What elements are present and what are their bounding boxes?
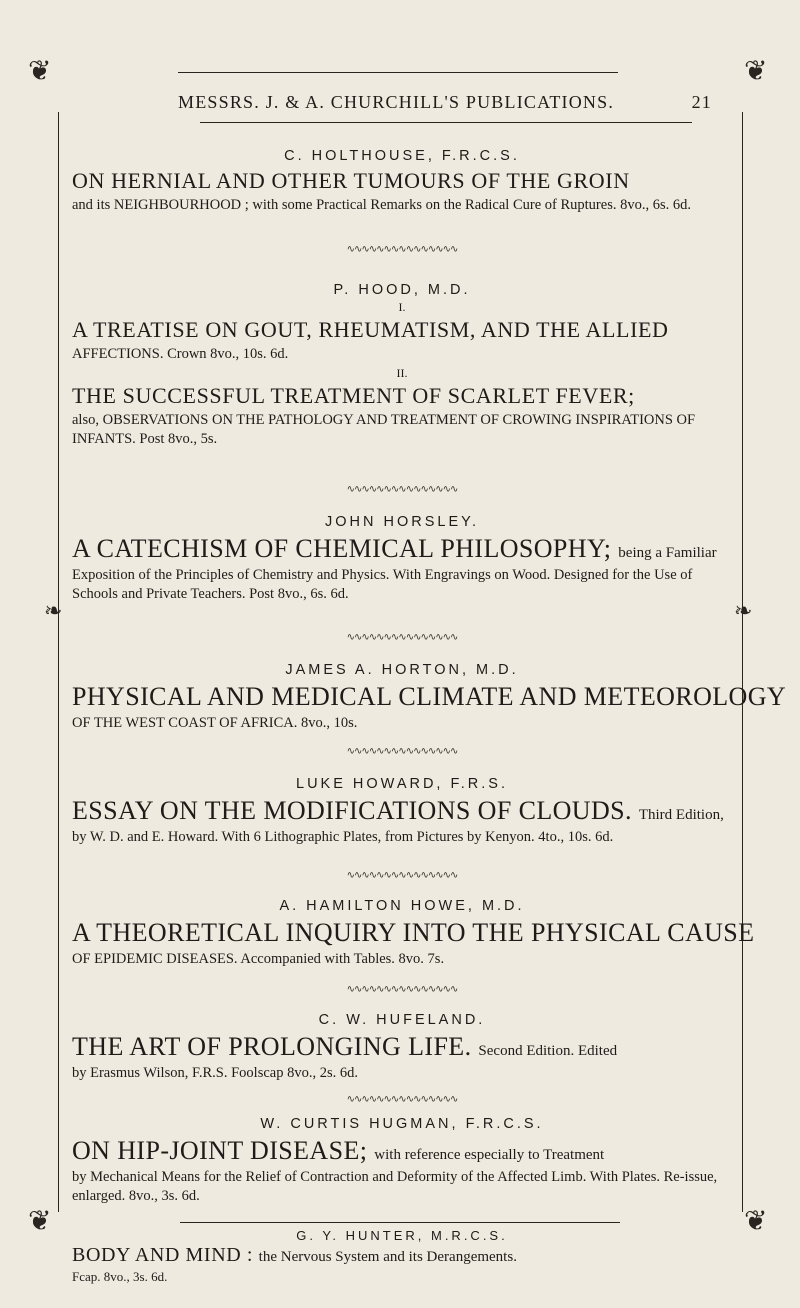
page-number: 21 <box>691 92 712 112</box>
entry-title-tail: the Nervous System and its Derangements. <box>258 1249 517 1265</box>
entry-description: OF EPIDEMIC DISEASES. Accompanied with Tables. 8vo. 7s. <box>72 951 445 967</box>
section-divider: ∿∿∿∿∿∿∿∿∿∿∿∿∿∿∿ <box>346 244 458 255</box>
entry-title <box>72 534 732 564</box>
corner-ornament-icon: ❦ <box>744 1206 768 1237</box>
side-ornament-icon: ❧ <box>44 598 63 623</box>
entry-author: A. HAMILTON HOWE, M.D. <box>279 898 525 914</box>
entry-title <box>72 796 732 826</box>
entry-description: and its NEIGHBOURHOOD ; with some Practical Remarks on the Radical Cure of Ruptures. 8vo., 6s. 6d. <box>72 197 691 213</box>
catalogue-entry <box>72 282 732 449</box>
corner-ornament-icon: ❦ <box>28 1206 52 1237</box>
section-divider: ∿∿∿∿∿∿∿∿∿∿∿∿∿∿∿ <box>346 484 458 495</box>
entry-author: W. CURTIS HUGMAN, F.R.C.S. <box>260 1116 544 1132</box>
entry-author: G. Y. HUNTER, M.R.C.S. <box>296 1228 508 1243</box>
side-ornament-icon: ❧ <box>734 598 753 623</box>
entry-description: by Erasmus Wilson, F.R.S. Foolscap 8vo., 2s. 6d. <box>72 1065 358 1081</box>
entry-title <box>72 1244 732 1267</box>
corner-ornament-icon: ❦ <box>744 56 768 87</box>
catalogue-entry <box>72 662 787 733</box>
entry-author: LUKE HOWARD, F.R.S. <box>296 776 508 792</box>
catalogue-entry <box>72 1228 732 1284</box>
entry-numeral: I. <box>398 300 406 314</box>
entry-description: Fcap. 8vo., 3s. 6d. <box>72 1269 168 1284</box>
entry-title-tail: Second Edition. Edited <box>478 1043 618 1059</box>
entry-title: THE SUCCESSFUL TREATMENT OF SCARLET FEVER; <box>72 383 635 408</box>
entry-description: by Mechanical Means for the Relief of Contraction and Deformity of the Affected Limb. With Plates. Re-issue, enlarged. 8vo., 3s. 6d. <box>72 1169 718 1204</box>
entry-author: C. HOLTHOUSE, F.R.C.S. <box>284 148 520 164</box>
left-border-rule <box>58 112 59 1212</box>
top-border-rule <box>178 72 618 73</box>
entry-author: C. W. HUFELAND. <box>318 1012 486 1028</box>
corner-ornament-icon: ❦ <box>28 56 52 87</box>
entry-title-main: BODY AND MIND : <box>72 1244 254 1266</box>
catalogue-entry <box>72 1116 732 1206</box>
entry-title-main: THE ART OF PROLONGING LIFE. <box>72 1032 472 1061</box>
catalogue-entry <box>72 148 732 215</box>
page-header <box>178 92 738 113</box>
catalogue-entry <box>72 776 732 847</box>
catalogue-entry <box>72 898 755 969</box>
entry-description: Exposition of the Principles of Chemistry and Physics. With Engravings on Wood. Designed for the Use of Schools and Private Teachers. Post 8vo., 6s. 6d. <box>72 567 693 602</box>
entry-author: JAMES A. HORTON, M.D. <box>285 662 519 678</box>
entry-title: ON HERNIAL AND OTHER TUMOURS OF THE GROIN <box>72 168 630 193</box>
entry-title-main: A CATECHISM OF CHEMICAL PHILOSOPHY; <box>72 534 612 563</box>
catalogue-entry <box>72 1012 732 1083</box>
section-divider: ∿∿∿∿∿∿∿∿∿∿∿∿∿∿∿ <box>346 746 458 757</box>
section-divider: ∿∿∿∿∿∿∿∿∿∿∿∿∿∿∿ <box>346 1094 458 1105</box>
entry-title: PHYSICAL AND MEDICAL CLIMATE AND METEOROLOGY <box>72 682 787 711</box>
header-underline-rule <box>200 122 692 123</box>
entry-description: by W. D. and E. Howard. With 6 Lithographic Plates, from Pictures by Kenyon. 4to., 10s. 6d. <box>72 829 614 845</box>
entry-title-tail: being a Familiar <box>618 545 717 561</box>
entry-title-tail: with reference especially to Treatment <box>374 1147 605 1163</box>
section-divider: ∿∿∿∿∿∿∿∿∿∿∿∿∿∿∿ <box>346 632 458 643</box>
entry-title <box>72 1032 732 1062</box>
entry-author: JOHN HORSLEY. <box>325 514 479 530</box>
header-title: MESSRS. J. & A. CHURCHILL'S PUBLICATIONS. <box>178 92 615 112</box>
entry-description: AFFECTIONS. Crown 8vo., 10s. 6d. <box>72 346 289 362</box>
entry-title-main: ESSAY ON THE MODIFICATIONS OF CLOUDS. <box>72 796 632 825</box>
entry-numeral: II. <box>396 366 408 380</box>
entry-description: OF THE WEST COAST OF AFRICA. 8vo., 10s. <box>72 715 358 731</box>
section-divider: ∿∿∿∿∿∿∿∿∿∿∿∿∿∿∿ <box>346 870 458 881</box>
entry-title: A TREATISE ON GOUT, RHEUMATISM, AND THE ALLIED <box>72 317 669 342</box>
entry-description: also, OBSERVATIONS ON THE PATHOLOGY AND TREATMENT OF CROWING INSPIRATIONS OF INFANTS. Post 8vo., 5s. <box>72 412 696 447</box>
entry-title-tail: Third Edition, <box>638 807 724 823</box>
bottom-border-rule <box>180 1222 620 1223</box>
entry-title <box>72 1136 732 1166</box>
catalogue-entry <box>72 514 732 604</box>
right-border-rule <box>742 112 743 1212</box>
section-divider: ∿∿∿∿∿∿∿∿∿∿∿∿∿∿∿ <box>346 984 458 995</box>
entry-author: P. HOOD, M.D. <box>333 282 471 298</box>
entry-title: A THEORETICAL INQUIRY INTO THE PHYSICAL CAUSE <box>72 918 755 947</box>
entry-title-main: ON HIP-JOINT DISEASE; <box>72 1136 368 1165</box>
